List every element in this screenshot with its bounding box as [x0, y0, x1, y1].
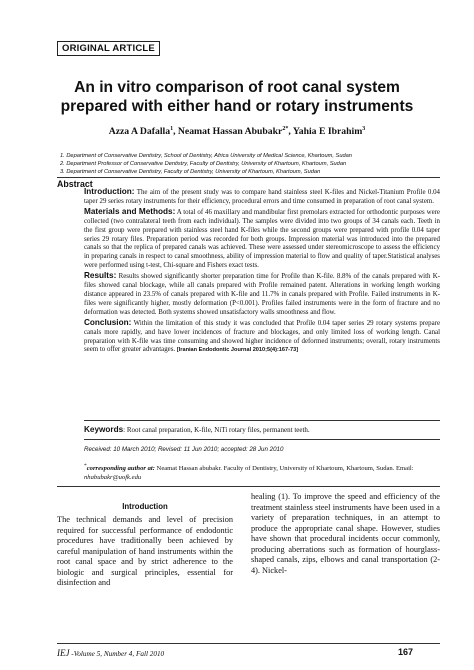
- section-divider-rule: [57, 486, 440, 487]
- abstract-section-label: Results:: [84, 271, 117, 281]
- author-separator: ,: [288, 126, 293, 138]
- abstract-section-text: A total of 46 maxillary and mandibular first premolars extracted for orthodontic purposes were collected (two contralateral teeth from each individual). The samples were divided into two groups of 34 canals each. Teeth in the first group were prepared with stainless steel hand K-files while the second groups were prepared with profile 0.04 taper series 29 rotary files. Preparation period was recorded for both groups. Impression material was introduced into the prepared canals so that the replica of prepared canals was achieved. These were assessed under stereomicroscope to assess the efficiency in preparing canals in respect to canal smoothness, ability of impression material to flow and quality of taper.Statistical analyses were performed using t-test, Chi-square and Fishers exact tests.: [84, 208, 440, 270]
- page-number: 167: [398, 647, 414, 657]
- author-superscript: 3: [362, 126, 366, 132]
- author-name: Yahia E Ibrahim: [292, 126, 363, 138]
- keywords-bottom-rule: [84, 439, 440, 440]
- author-name: Neamat Hassan Abubakr: [177, 126, 283, 138]
- correspondence-label: corresponding author at:: [86, 465, 155, 473]
- correspondence: [84, 462, 440, 483]
- abstract-methods: [84, 208, 440, 271]
- received-dates: Received: 10 March 2010; Revised: 11 Jun 2010; accepted: 28 Jun 2010: [84, 446, 284, 453]
- abstract-top-rule: [57, 177, 440, 178]
- journal-footer: [57, 648, 164, 658]
- journal-citation: [Iranian Endodontic Journal 2010;5(4):167-73]: [176, 347, 299, 354]
- author-separator: ,: [173, 126, 178, 138]
- abstract-section-label: Introduction:: [84, 187, 135, 196]
- article-type-tag: ORIGINAL ARTICLE: [57, 41, 160, 56]
- author-superscript: 1: [170, 126, 174, 132]
- abstract-conclusion: [84, 319, 440, 356]
- title-line-2: prepared with either hand or rotary instruments: [60, 98, 414, 115]
- keywords: [84, 425, 440, 435]
- introduction-continuation: healing (1). To improve the speed and efficiency of the treatment stainless steel instruments have been used in a variety of preparation techniques, in an attempt to produce the appropriate canal shape. However, studies have shown that procedural incidents occur commonly, producing aberrations such as formation of hourglass-shaped canals, zips, elbows and canal transportation (2-4). Nickel-: [251, 492, 440, 575]
- author-name: Azza A Dafalla: [108, 126, 171, 138]
- keywords-label: Keywords: [84, 425, 124, 434]
- article-title: [40, 78, 434, 116]
- abstract-section-label: Conclusion:: [84, 317, 132, 327]
- abstract-introduction: [84, 188, 440, 207]
- affiliation-line: 1. Department of Conservative Dentistry, School of Dentistry, Africa University of Medical Science, Khartoum, Sudan: [60, 153, 352, 159]
- abstract-body: [84, 188, 440, 356]
- affiliations: [60, 153, 440, 176]
- body-left-column: [57, 502, 233, 589]
- author-superscript: 2*: [282, 126, 289, 132]
- abstract-results: [84, 272, 440, 318]
- correspondence-email[interactable]: nhabubakr@uofk.edu: [84, 473, 142, 481]
- journal-logo: IEJ: [57, 648, 70, 658]
- abstract-section-text: The aim of the present study was to compare hand stainless steel K-files and Nickel-Titanium Profile 0.04 taper 29 series rotary instruments for their efficiency, procedural errors and time consumed in preparation of root canal system.: [84, 189, 440, 205]
- title-line-1: An in vitro comparison of root canal system: [74, 79, 400, 96]
- correspondence-text: Neamat Hassan abubakr. Faculty of Dentistry, University of Khartoum, Khartoum, Sudan. Email:: [154, 465, 414, 473]
- footer-rule: [57, 643, 440, 644]
- correspondence-marker: *: [84, 463, 87, 469]
- abstract-section-text: Results showed significantly shorter preparation time for Profile than K-file. 8.8% of the canals prepared with K-files showed canal blockage, while all canals prepared with Profile remained patent. Alterations in working length working distance appeared in 23.5% of canals prepared with K-file and 11.7% in canals prepared with Profile. Failed instruments in K-files were significantly higher, mostly deformation (P<0.001). Profiles failed instruments were in the form of fracture and no deformation was detected. Both systems showed unsatisfactory walls smoothness and flow.: [84, 273, 440, 316]
- keywords-top-rule: [84, 420, 440, 421]
- abstract-heading: Abstract: [57, 179, 93, 189]
- abstract-section-text: Within the limitation of this study it was concluded that Profile 0.04 taper series 29 rotary systems prepare canals more rapidly, and have lower incidences of fracture and blockages, and only limited loss of working length. Canal preparation with K-file was time consuming and showed higher incidence of deformed instruments; overall, rotary instruments seem to offer greater advantages.: [84, 319, 440, 354]
- introduction-heading: Introduction: [122, 502, 168, 511]
- body-right-column: [251, 492, 440, 576]
- affiliation-line: 2. Department Professor of Conservative Dentistry, Faculty of Dentistry, University of Khartoum, Khartoum, Sudan: [60, 160, 347, 167]
- affiliation-line: 3. Department of Conservative Dentistry, Faculty of Dentistry, University of Khartoum, Khartoum, Sudan: [60, 168, 321, 175]
- introduction-paragraph: The technical demands and level of precision required for successful performance of endodontic procedures have traditionally been achieved by careful manipulation of hand instruments within the root canal space and by strict adherence to the biologic and surgical principles, essential for disinfection and: [57, 515, 233, 587]
- keywords-text: : Root canal preparation, K-file, NiTi rotary files, permanent teeth.: [123, 426, 310, 434]
- abstract-section-label: Materials and Methods:: [84, 206, 176, 216]
- author-list: [40, 126, 434, 137]
- journal-volume: -Volume 5, Number 4, Fall 2010: [69, 650, 165, 658]
